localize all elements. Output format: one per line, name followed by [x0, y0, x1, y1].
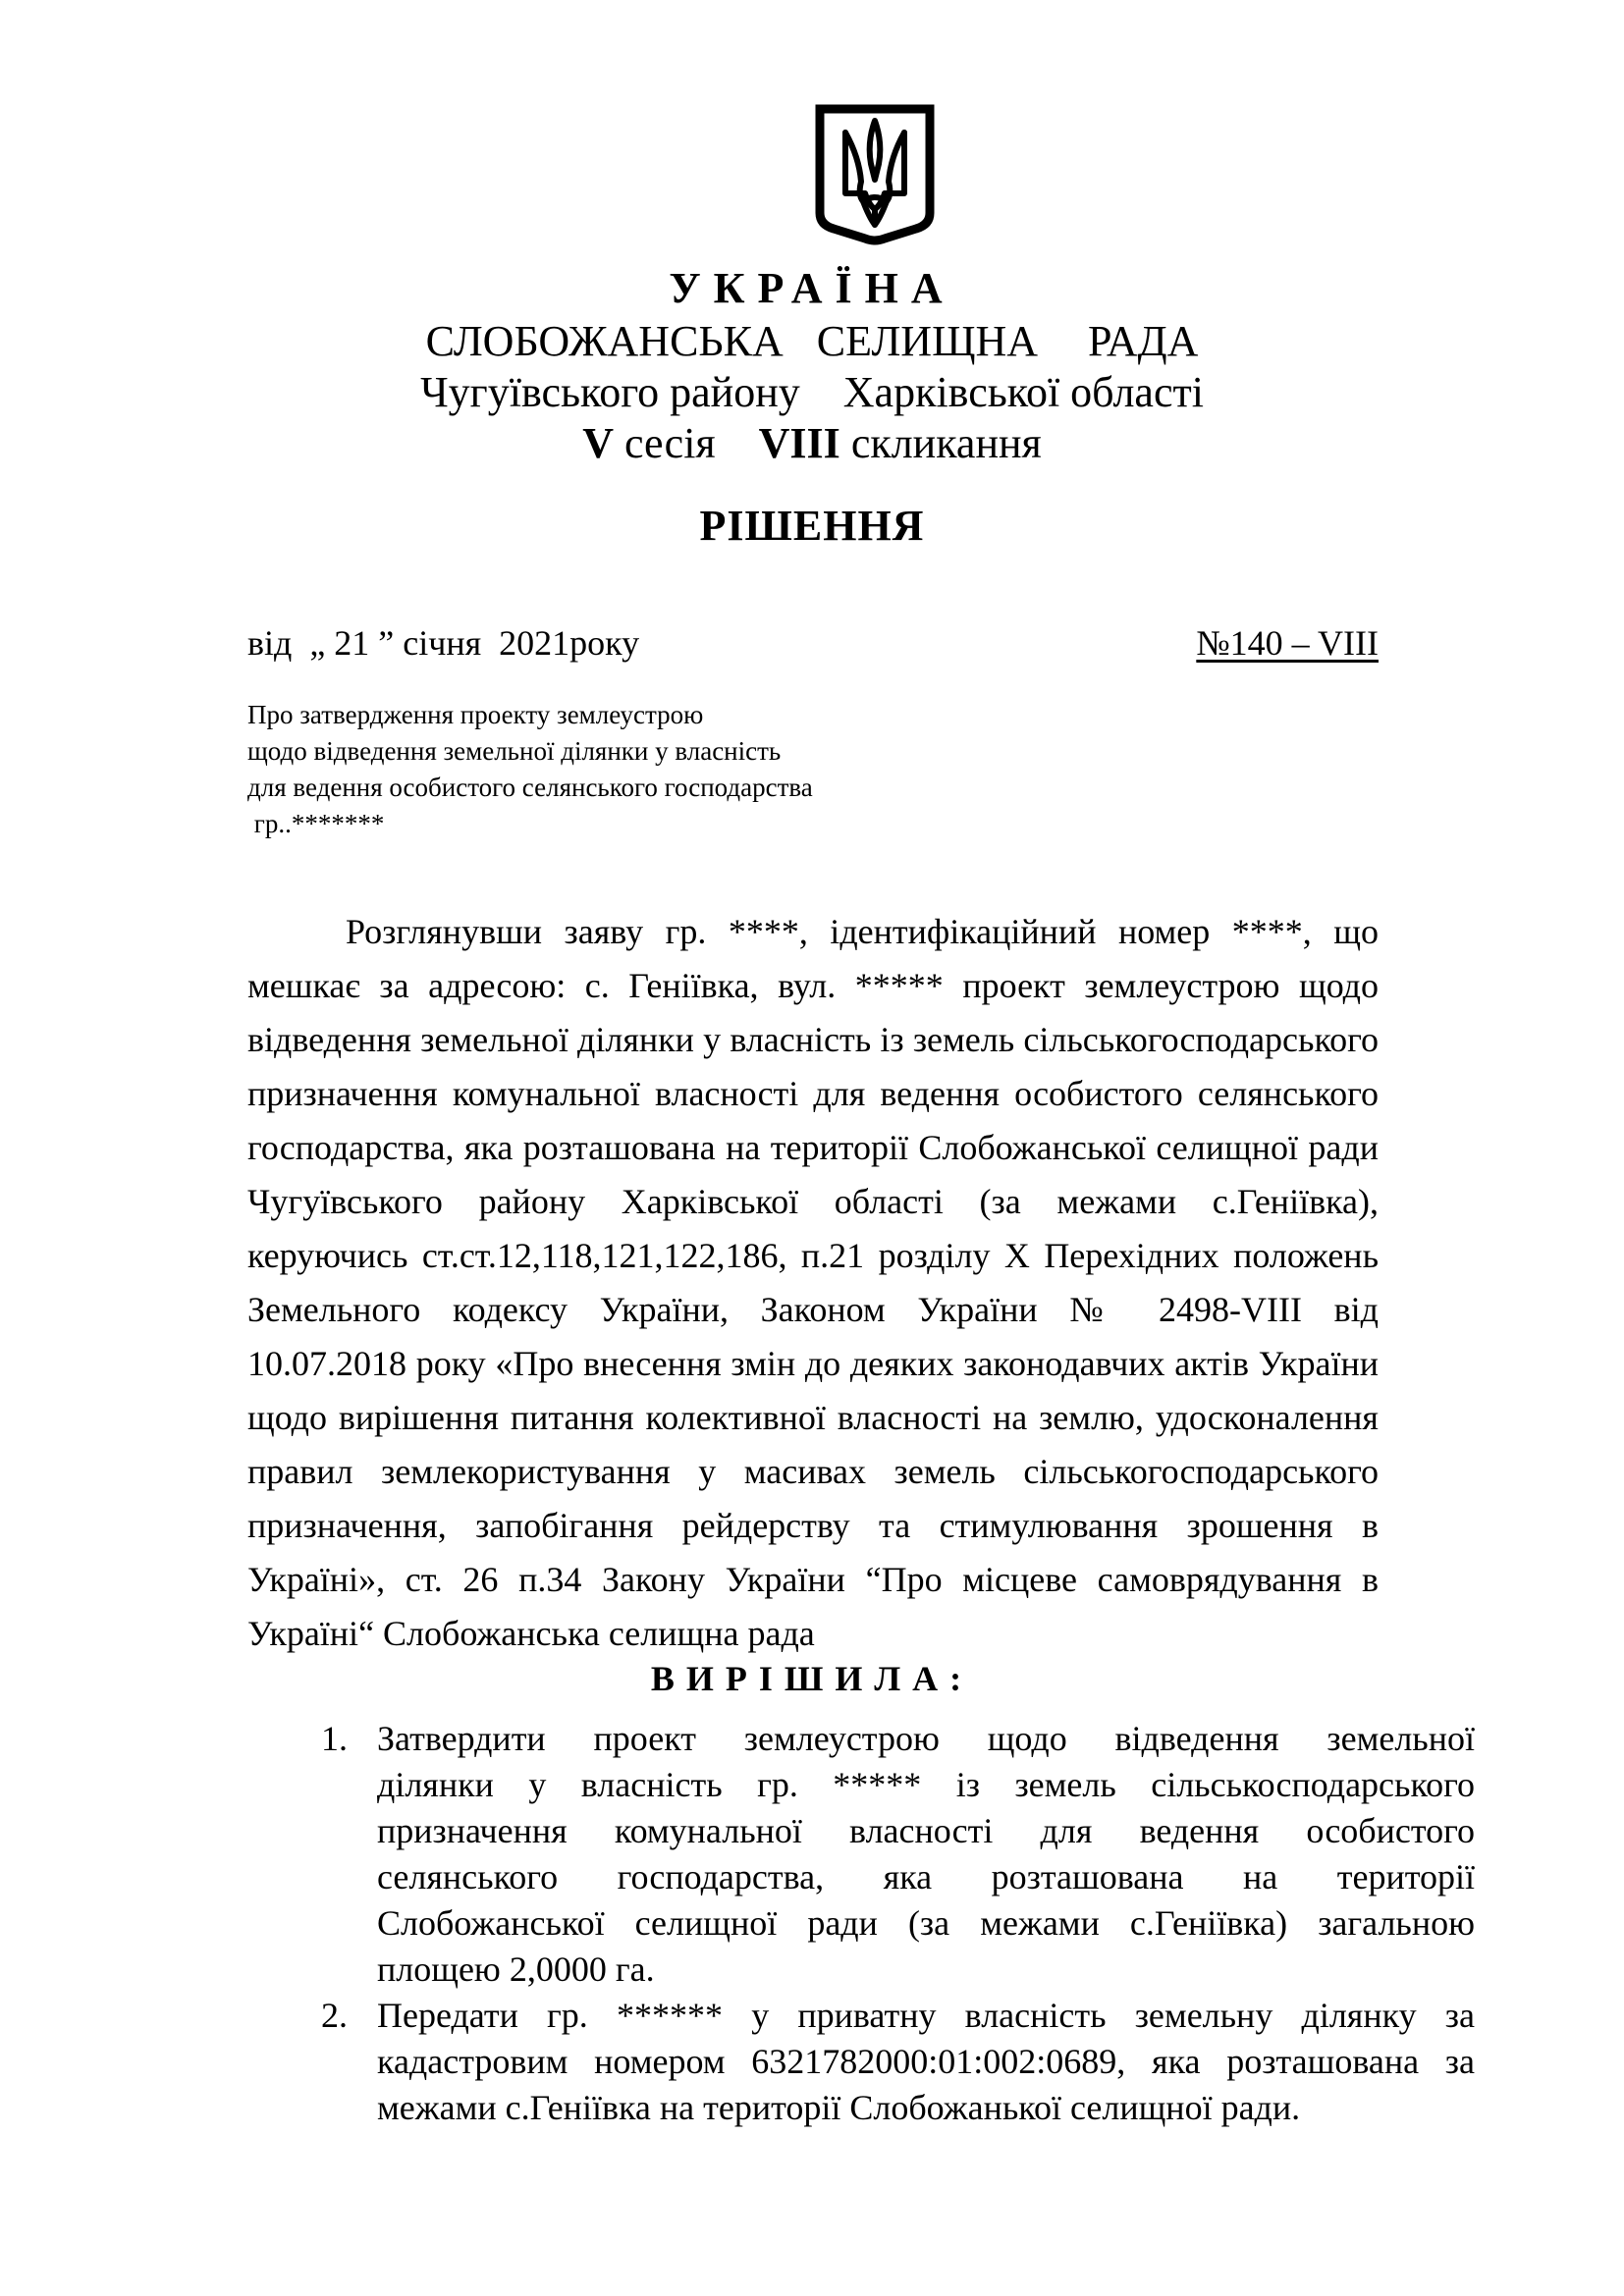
trident-coat-of-arms-icon: [814, 103, 936, 250]
decision-item-1: [321, 1716, 1475, 1993]
convocation-label: скликання: [839, 419, 1042, 467]
session-convocation: [0, 418, 1624, 469]
item-line: кадастровим номером 6321782000:01:002:0689, яка розташована за: [377, 2042, 1475, 2081]
decision-number: №140 – VIII: [1196, 623, 1379, 663]
resolved-heading: ВИРІШИЛА:: [650, 1659, 974, 1698]
district-region: Чугуївського району Харківської області: [420, 368, 1204, 416]
council-name: СЛОБОЖАНСЬКА СЕЛИЩНА РАДА: [425, 317, 1199, 365]
preamble-paragraph: [247, 905, 1379, 1661]
paragraph-line: Україні“ Слобожанська селищна рада: [247, 1614, 815, 1653]
subject-line: гр..*******: [247, 809, 385, 838]
session-label: сесія: [613, 419, 759, 467]
subject-line: щодо відведення земельної ділянки у власність: [247, 736, 782, 766]
convocation-number: VIII: [758, 419, 840, 467]
paragraph-line: керуючись ст.ст.12,118,121,122,186, п.21 розділу Х Перехідних положень: [247, 1236, 1379, 1275]
subject-line: для ведення особистого селянського господарства: [247, 773, 813, 802]
paragraph-line: щодо вирішення питання колективної власності на землю, удосконалення: [247, 1398, 1379, 1437]
paragraph-line: відведення земельної ділянки у власність із земель сільськогосподарського: [247, 1020, 1379, 1059]
item-line: Слобожанської селищної ради (за межами с.Геніївка) загальною: [377, 1903, 1475, 1943]
item-line: призначення комунальної власності для ведення особистого: [377, 1811, 1475, 1850]
document-type-heading: РІШЕННЯ: [699, 502, 925, 550]
item-line: площею 2,0000 га.: [377, 1949, 655, 1989]
paragraph-line: 10.07.2018 року «Про внесення змін до деяких законодавчих актів України: [247, 1344, 1379, 1383]
paragraph-line: господарства, яка розташована на території Слобожанської селищної ради: [247, 1128, 1379, 1167]
item-line: ділянки у власність гр. ***** із земель сільськосподарського: [377, 1765, 1475, 1804]
decision-date: від „ 21 ” січня 2021року: [247, 623, 640, 663]
paragraph-line: мешкає за адресою: с. Геніївка, вул. ***** проект землеустрою щодо: [247, 966, 1379, 1005]
paragraph-line: правил землекористування у масивах земель сільськогосподарського: [247, 1452, 1379, 1491]
paragraph-line: Земельного кодексу України, Законом України № 2498-VIII від: [247, 1290, 1379, 1329]
paragraph-line: призначення, запобігання рейдерству та стимулювання зрошення в: [247, 1506, 1379, 1545]
decision-items-list: [321, 1716, 1475, 2131]
item-number: 2.: [321, 1996, 348, 2035]
session-number: V: [582, 419, 614, 467]
subject-line: Про затвердження проекту землеустрою: [247, 700, 704, 729]
item-line: межами с.Геніївка на території Слобожанької селищної ради.: [377, 2088, 1301, 2127]
decision-subject: [247, 697, 813, 842]
paragraph-line: Чугуївського району Харківської області (за межами с.Геніївка),: [247, 1182, 1379, 1221]
country-title: УКРАЇНА: [669, 264, 955, 312]
paragraph-line: призначення комунальної власності для ведення особистого селянського: [247, 1074, 1379, 1113]
item-line: Затвердити проект землеустрою щодо відведення земельної: [377, 1719, 1475, 1758]
paragraph-line: Розглянувши заяву гр. ****, ідентифікаційний номер ****, що: [346, 912, 1379, 951]
decision-item-2: [321, 1993, 1475, 2131]
item-line: Передати гр. ****** у приватну власність земельну ділянку за: [377, 1996, 1475, 2035]
item-number: 1.: [321, 1719, 348, 1758]
item-line: селянського господарства, яка розташована на території: [377, 1857, 1475, 1896]
paragraph-line: Україні», ст. 26 п.34 Закону України “Про місцеве самоврядування в: [247, 1560, 1379, 1599]
